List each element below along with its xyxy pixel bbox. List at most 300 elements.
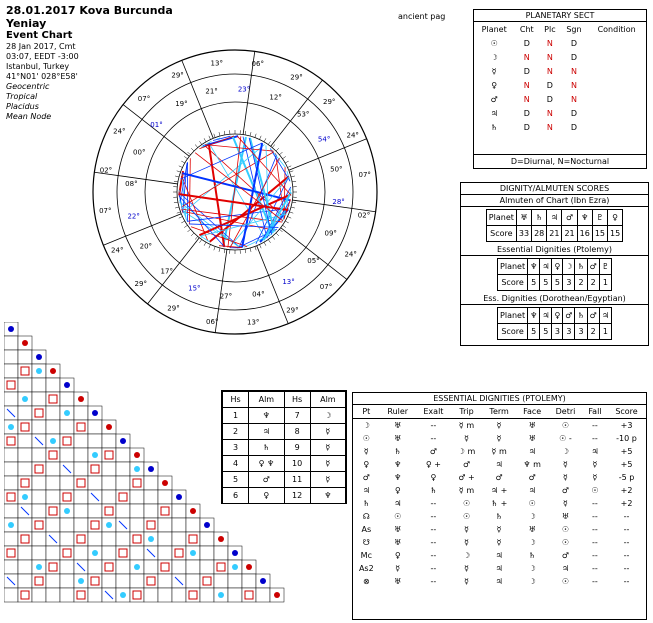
dign-face: ☉ bbox=[528, 499, 536, 508]
aspect-grid-cell bbox=[18, 364, 32, 378]
degree-tick bbox=[179, 166, 183, 168]
dign-pt: Mc bbox=[360, 551, 372, 560]
row-label-planet: Planet bbox=[498, 259, 528, 275]
aspect-grid-cell bbox=[256, 588, 270, 602]
cusp-degree-label: 29° bbox=[323, 97, 336, 106]
aspect-grid-cell bbox=[74, 476, 88, 490]
header-coords: 41°N01' 028°E58' bbox=[6, 72, 78, 81]
degree-tick bbox=[204, 242, 206, 245]
dign-pt: ☋ bbox=[362, 538, 370, 547]
almuten-planet: ♃ bbox=[540, 308, 552, 324]
degree-tick bbox=[195, 145, 198, 148]
aspect-grid-glyph bbox=[36, 368, 42, 374]
almuten-planet: ♇ bbox=[592, 210, 607, 226]
aspect-grid-cell bbox=[186, 588, 200, 602]
aspect-grid-cell bbox=[46, 462, 60, 476]
aspect-grid-cell bbox=[46, 574, 60, 588]
dign-fall: -- bbox=[592, 499, 598, 508]
degree-tick bbox=[285, 221, 288, 223]
aspect-grid-planet bbox=[148, 466, 154, 472]
dign-fall: ♃ bbox=[591, 447, 599, 456]
aspect-grid-cell bbox=[158, 574, 172, 588]
dign-face: ♃ bbox=[528, 486, 536, 495]
cusp-degree-label: 29° bbox=[290, 73, 303, 82]
aspect-grid-planet bbox=[260, 578, 266, 584]
aspect-grid-cell bbox=[32, 406, 46, 420]
almuten-score: 3 bbox=[563, 275, 575, 291]
cusp-degree-label: 24° bbox=[346, 131, 359, 140]
degree-tick bbox=[214, 134, 215, 138]
aspect-grid-cell bbox=[32, 392, 46, 406]
aspect-grid-cell bbox=[102, 462, 116, 476]
aspect-grid-planet bbox=[204, 522, 210, 528]
dign-pt: ☿ bbox=[363, 447, 369, 456]
dign-fall: -- bbox=[592, 525, 598, 534]
dign-row bbox=[353, 523, 646, 536]
house-almuten: ☿ bbox=[310, 456, 345, 472]
house-number: 4 bbox=[223, 456, 249, 472]
aspect-grid-cell bbox=[102, 546, 116, 560]
aspect-grid-cell bbox=[74, 490, 88, 504]
dign-score: -- bbox=[623, 577, 630, 586]
aspect-grid-cell bbox=[186, 574, 200, 588]
sect-condition bbox=[587, 120, 646, 134]
house-almuten: ♃ bbox=[249, 424, 284, 440]
aspect-grid-cell bbox=[4, 336, 18, 350]
dign-pt: ♄ bbox=[362, 499, 370, 508]
almuten-planet: ♄ bbox=[575, 308, 587, 324]
cusp-degree-label: 13° bbox=[247, 318, 260, 327]
almuten-score: 21 bbox=[547, 226, 562, 242]
sect-sgn: D bbox=[570, 52, 578, 62]
almuten-section-table bbox=[497, 307, 612, 340]
aspect-grid-cell bbox=[18, 574, 32, 588]
aspect-grid-cell bbox=[74, 518, 88, 532]
dign-ruler: ♄ bbox=[394, 447, 402, 456]
degree-tick bbox=[181, 161, 184, 163]
almuten-planet: ♄ bbox=[532, 210, 547, 226]
aspect-grid-planet bbox=[232, 550, 238, 556]
row-label-score: Score bbox=[498, 324, 528, 340]
aspect-grid-cell bbox=[32, 574, 46, 588]
aspect-grid-glyph bbox=[8, 424, 14, 430]
aspect-grid-cell bbox=[74, 420, 88, 434]
house-number: 8 bbox=[284, 424, 310, 440]
dign-row bbox=[353, 536, 646, 549]
planetary-sect-table bbox=[474, 22, 646, 134]
dign-face: ☽ bbox=[528, 564, 536, 573]
aspect-grid-cell bbox=[4, 490, 18, 504]
degree-tick bbox=[181, 221, 184, 223]
aspect-grid-cell bbox=[88, 574, 102, 588]
dign-term: ☿ m bbox=[491, 447, 507, 456]
essential-dignities-panel bbox=[352, 392, 647, 620]
house-number: 1 bbox=[223, 408, 249, 424]
dign-trip: ☿ m bbox=[458, 486, 475, 495]
aspect-grid-cell bbox=[102, 532, 116, 546]
house-number: 5 bbox=[223, 472, 249, 488]
dign-trip: ☉ bbox=[462, 512, 471, 521]
sect-condition bbox=[587, 64, 646, 78]
dign-face: ♅ bbox=[528, 421, 536, 430]
aspect-grid-cell bbox=[4, 434, 18, 448]
aspect-grid-cell bbox=[4, 560, 18, 574]
aspect-grid-cell bbox=[4, 364, 18, 378]
degree-tick bbox=[209, 245, 211, 249]
house-almuten: ♀ ♆ bbox=[249, 456, 284, 472]
dign-row bbox=[353, 562, 646, 575]
almuten-score: 28 bbox=[532, 226, 547, 242]
degree-tick bbox=[245, 131, 246, 135]
house-almuten: ♀ bbox=[249, 488, 284, 504]
dign-score: -- bbox=[623, 551, 630, 560]
dign-ruler: ♆ bbox=[394, 460, 402, 469]
sect-planet: ☽ bbox=[490, 52, 498, 62]
dign-term: ☿ bbox=[496, 421, 502, 430]
aspect-grid-cell bbox=[88, 588, 102, 602]
sect-footer: D=Diurnal, N=Nocturnal bbox=[474, 154, 646, 166]
planet-degree-label: 20° bbox=[139, 242, 153, 251]
dign-detri: ☿ bbox=[563, 473, 568, 482]
aspect-grid-cell bbox=[242, 574, 256, 588]
almuten-planet: ♀ bbox=[552, 259, 563, 275]
aspect-grid-glyph bbox=[50, 438, 56, 444]
dign-term: ♃ bbox=[495, 551, 503, 560]
sect-condition bbox=[587, 92, 646, 106]
planet-degree-label: 01° bbox=[150, 120, 163, 129]
aspect-grid-cell bbox=[4, 504, 18, 518]
almuten-score: 5 bbox=[528, 275, 540, 291]
dign-score: -- bbox=[623, 512, 630, 521]
sect-row bbox=[474, 50, 646, 64]
almuten-section-table bbox=[497, 258, 612, 291]
aspect-grid-cell bbox=[172, 560, 186, 574]
almuten-score: 2 bbox=[587, 324, 599, 340]
dign-detri: ♂ bbox=[561, 486, 570, 495]
dign-row bbox=[353, 419, 646, 433]
aspect-grid-cell bbox=[130, 518, 144, 532]
aspect-grid-cell bbox=[4, 532, 18, 546]
planet-degree-label: 54° bbox=[317, 135, 331, 144]
dign-fall: -- bbox=[592, 551, 598, 560]
aspect-line bbox=[195, 153, 283, 221]
almuten-score: 2 bbox=[587, 275, 599, 291]
dign-exalt: -- bbox=[430, 499, 437, 508]
dign-col-header: Ruler bbox=[380, 405, 416, 419]
aspect-grid-cell bbox=[228, 588, 242, 602]
aspect-grid-cell bbox=[32, 588, 46, 602]
degree-tick bbox=[191, 148, 194, 151]
dign-fall: -- bbox=[592, 564, 598, 573]
aspect-grid-cell bbox=[102, 490, 116, 504]
aspect-grid-cell bbox=[32, 476, 46, 490]
aspect-grid-glyph bbox=[134, 564, 140, 570]
sect-sgn: N bbox=[570, 66, 577, 76]
cusp-degree-label: 06° bbox=[206, 318, 219, 327]
aspect-grid-cell bbox=[130, 476, 144, 490]
sect-condition bbox=[587, 106, 646, 120]
sect-cht: D bbox=[523, 66, 530, 76]
degree-tick bbox=[174, 181, 178, 182]
col-plc: Plc bbox=[544, 24, 556, 34]
aspect-grid-cell bbox=[18, 588, 32, 602]
dign-fall: -- bbox=[592, 512, 598, 521]
aspect-grid-cell bbox=[74, 406, 88, 420]
aspect-grid-cell bbox=[46, 392, 60, 406]
aspect-grid-cell bbox=[60, 518, 74, 532]
cusp-degree-label: 06° bbox=[251, 59, 264, 68]
dign-trip: ☽ bbox=[462, 551, 471, 560]
dign-fall: -- bbox=[592, 577, 598, 586]
degree-tick bbox=[288, 217, 292, 219]
aspect-grid-cell bbox=[102, 448, 116, 462]
dign-term: ♃ + bbox=[490, 486, 508, 495]
cusp-degree-label: 07° bbox=[319, 283, 333, 292]
degree-tick bbox=[219, 132, 220, 136]
aspect-grid-cell bbox=[158, 546, 172, 560]
house-cusp-line bbox=[103, 214, 181, 245]
aspect-grid-cell bbox=[88, 518, 102, 532]
aspect-grid-cell bbox=[46, 504, 60, 518]
dign-trip: ♂ + bbox=[458, 473, 475, 482]
dign-exalt: -- bbox=[430, 577, 437, 586]
aspect-grid-cell bbox=[18, 546, 32, 560]
aspect-grid-cell bbox=[144, 504, 158, 518]
sect-row bbox=[474, 106, 646, 120]
dign-exalt: -- bbox=[430, 551, 437, 560]
aspect-grid-glyph bbox=[218, 592, 224, 598]
dign-col-header: Face bbox=[516, 405, 548, 419]
degree-tick bbox=[245, 249, 246, 253]
dignity-almuten-panel bbox=[460, 182, 649, 346]
col-alm2: Alm bbox=[310, 392, 345, 408]
degree-tick bbox=[283, 156, 286, 158]
sect-cht: N bbox=[523, 52, 530, 62]
aspect-grid-cell bbox=[116, 490, 130, 504]
aspect-grid-cell bbox=[46, 546, 60, 560]
dign-face: ♃ bbox=[528, 447, 536, 456]
house-number: 11 bbox=[284, 472, 310, 488]
degree-tick bbox=[174, 202, 178, 203]
house-number: 7 bbox=[284, 408, 310, 424]
cusp-degree-label: 24° bbox=[344, 250, 357, 259]
sect-planet: ☉ bbox=[490, 38, 498, 48]
dign-trip: ♂ bbox=[462, 460, 471, 469]
dign-term: ☿ bbox=[496, 525, 502, 534]
almuten-planet: ♂ bbox=[563, 308, 575, 324]
aspect-grid-cell bbox=[60, 546, 74, 560]
degree-tick bbox=[264, 138, 266, 141]
aspect-grid-cell bbox=[200, 560, 214, 574]
house-almuten: ♂ bbox=[249, 472, 284, 488]
aspect-grid-cell bbox=[60, 532, 74, 546]
aspect-grid-cell bbox=[200, 588, 214, 602]
aspect-grid-cell bbox=[88, 476, 102, 490]
sect-planet: ♃ bbox=[490, 108, 498, 118]
sect-cht: D bbox=[523, 108, 530, 118]
planet-degree-label: 05° bbox=[307, 257, 320, 266]
dign-col-header: Term bbox=[482, 405, 516, 419]
cusp-degree-label: 24° bbox=[113, 127, 126, 136]
dign-fall: ☿ bbox=[592, 460, 598, 469]
degree-tick bbox=[285, 161, 288, 163]
dign-ruler: ♅ bbox=[394, 525, 402, 534]
house-number: 6 bbox=[223, 488, 249, 504]
almuten-section-title: Essential Dignities (Ptolemy) bbox=[461, 244, 648, 256]
house-almuten: ☿ bbox=[310, 424, 345, 440]
aspect-grid-cell bbox=[60, 420, 74, 434]
aspect-grid-planet bbox=[50, 368, 56, 374]
planet-degree-label: 12° bbox=[269, 93, 282, 102]
aspect-grid-cell bbox=[32, 378, 46, 392]
almuten-score: 3 bbox=[575, 324, 587, 340]
almuten-score: 1 bbox=[599, 324, 611, 340]
aspect-grid-cell bbox=[4, 588, 18, 602]
degree-tick bbox=[199, 240, 201, 243]
aspect-grid-planet bbox=[64, 382, 70, 388]
aspect-grid-planet bbox=[176, 494, 182, 500]
degree-tick bbox=[177, 171, 181, 172]
dign-score: +3 bbox=[620, 421, 633, 430]
almuten-planet: ♃ bbox=[547, 210, 562, 226]
sect-sgn: D bbox=[570, 38, 578, 48]
sect-plc: N bbox=[546, 122, 553, 132]
degree-tick bbox=[175, 207, 179, 208]
almuten-score: 3 bbox=[552, 324, 563, 340]
dign-col-header: Pt bbox=[353, 405, 380, 419]
col-planet: Planet bbox=[481, 24, 507, 34]
dign-pt: ♀ bbox=[363, 460, 370, 469]
sect-cht: N bbox=[523, 80, 530, 90]
row-label-score: Score bbox=[498, 275, 528, 291]
aspect-grid-cell bbox=[158, 518, 172, 532]
degree-tick bbox=[283, 225, 286, 227]
aspect-grid-cell bbox=[74, 504, 88, 518]
aspect-grid-cell bbox=[4, 350, 18, 364]
degree-tick bbox=[188, 152, 191, 155]
aspect-grid-cell bbox=[18, 434, 32, 448]
dign-ruler: ♅ bbox=[394, 434, 402, 443]
cusp-degree-label: 29° bbox=[286, 306, 299, 315]
degree-tick bbox=[209, 136, 211, 140]
aspect-grid-cell bbox=[88, 560, 102, 574]
sect-planet: ♀ bbox=[491, 80, 498, 90]
header-tropical: Tropical bbox=[6, 92, 38, 101]
degree-tick bbox=[290, 212, 294, 213]
col-cht: Cht bbox=[519, 24, 534, 34]
aspect-grid-cell bbox=[88, 420, 102, 434]
col-sgn: Sgn bbox=[566, 24, 582, 34]
almuten-planet: ♃ bbox=[599, 308, 611, 324]
degree-tick bbox=[268, 141, 270, 144]
dignity-almuten-title: DIGNITY/ALMUTEN SCORES bbox=[461, 183, 648, 195]
aspect-grid-glyph bbox=[64, 508, 70, 514]
degree-tick bbox=[204, 138, 206, 141]
aspect-grid-cell bbox=[32, 462, 46, 476]
aspect-grid-cell bbox=[46, 518, 60, 532]
almuten-planet: ♆ bbox=[577, 210, 592, 226]
aspect-grid-cell bbox=[32, 490, 46, 504]
aspect-grid-cell bbox=[158, 560, 172, 574]
aspect-grid-glyph bbox=[22, 396, 28, 402]
degree-tick bbox=[250, 132, 251, 136]
sect-row bbox=[474, 78, 646, 92]
almuten-planet: ☽ bbox=[563, 259, 575, 275]
dign-score: -10 p bbox=[616, 434, 637, 443]
planet-degree-label: 21° bbox=[205, 87, 218, 96]
aspect-grid-cell bbox=[4, 546, 18, 560]
dign-face: ☽ bbox=[528, 577, 536, 586]
sect-cht: N bbox=[523, 94, 530, 104]
aspect-grid-cell bbox=[74, 448, 88, 462]
dign-ruler: ♅ bbox=[394, 421, 402, 430]
header-node: Mean Node bbox=[6, 112, 52, 121]
planet-degree-label: 08° bbox=[125, 179, 138, 188]
house-almuten: ☿ bbox=[310, 440, 345, 456]
sect-sgn: D bbox=[570, 108, 578, 118]
aspect-grid-cell bbox=[102, 504, 116, 518]
house-number: 3 bbox=[223, 440, 249, 456]
aspect-grid-cell bbox=[158, 588, 172, 602]
dign-exalt: -- bbox=[430, 538, 437, 547]
degree-tick bbox=[276, 148, 279, 151]
col-hs1: Hs bbox=[223, 392, 249, 408]
cusp-degree-label: 02° bbox=[357, 211, 371, 220]
aspect-grid-cell bbox=[130, 546, 144, 560]
sect-plc: D bbox=[546, 80, 553, 90]
aspect-grid-cell bbox=[172, 532, 186, 546]
aspect-grid-planet bbox=[134, 452, 140, 458]
sect-row bbox=[474, 64, 646, 78]
dign-fall: ☉ bbox=[591, 486, 599, 495]
dign-pt: ☽ bbox=[362, 421, 370, 430]
col-hs2: Hs bbox=[284, 392, 310, 408]
dign-pt: As2 bbox=[358, 564, 374, 573]
aspect-grid-cell bbox=[88, 504, 102, 518]
planet-degree-label: 13° bbox=[282, 278, 295, 287]
aspect-grid-glyph bbox=[148, 536, 154, 542]
degree-tick bbox=[260, 136, 262, 140]
planet-degree-label: 17° bbox=[160, 267, 173, 276]
degree-tick bbox=[255, 247, 256, 251]
dign-col-header: Fall bbox=[583, 405, 607, 419]
dign-detri: ☿ bbox=[563, 499, 568, 508]
dign-ruler: ♅ bbox=[394, 538, 402, 547]
aspect-grid-cell bbox=[18, 518, 32, 532]
dign-exalt: -- bbox=[430, 525, 437, 534]
aspect-grid-cell bbox=[74, 546, 88, 560]
planet-degree-label: 04° bbox=[252, 290, 265, 299]
aspect-grid-glyph bbox=[78, 578, 84, 584]
aspect-grid-cell bbox=[116, 560, 130, 574]
aspect-grid-cell bbox=[32, 532, 46, 546]
dign-ruler: ☉ bbox=[394, 512, 402, 521]
degree-tick bbox=[224, 249, 225, 253]
aspect-grid-cell bbox=[32, 448, 46, 462]
aspect-grid-cell bbox=[102, 574, 116, 588]
dign-pt: ☊ bbox=[362, 512, 370, 521]
chart-title: 28.01.2017 Kova Burcunda Yeniay bbox=[6, 4, 173, 30]
planet-degree-label: 15° bbox=[188, 284, 201, 293]
almuten-planet: ♄ bbox=[575, 259, 587, 275]
degree-tick bbox=[175, 176, 179, 177]
sect-sgn: N bbox=[570, 94, 577, 104]
aspect-grid-cell bbox=[130, 504, 144, 518]
dign-exalt: ♀ + bbox=[425, 460, 441, 469]
aspect-grid-cell bbox=[102, 476, 116, 490]
aspect-grid-cell bbox=[74, 434, 88, 448]
almuten-score: 33 bbox=[516, 226, 531, 242]
